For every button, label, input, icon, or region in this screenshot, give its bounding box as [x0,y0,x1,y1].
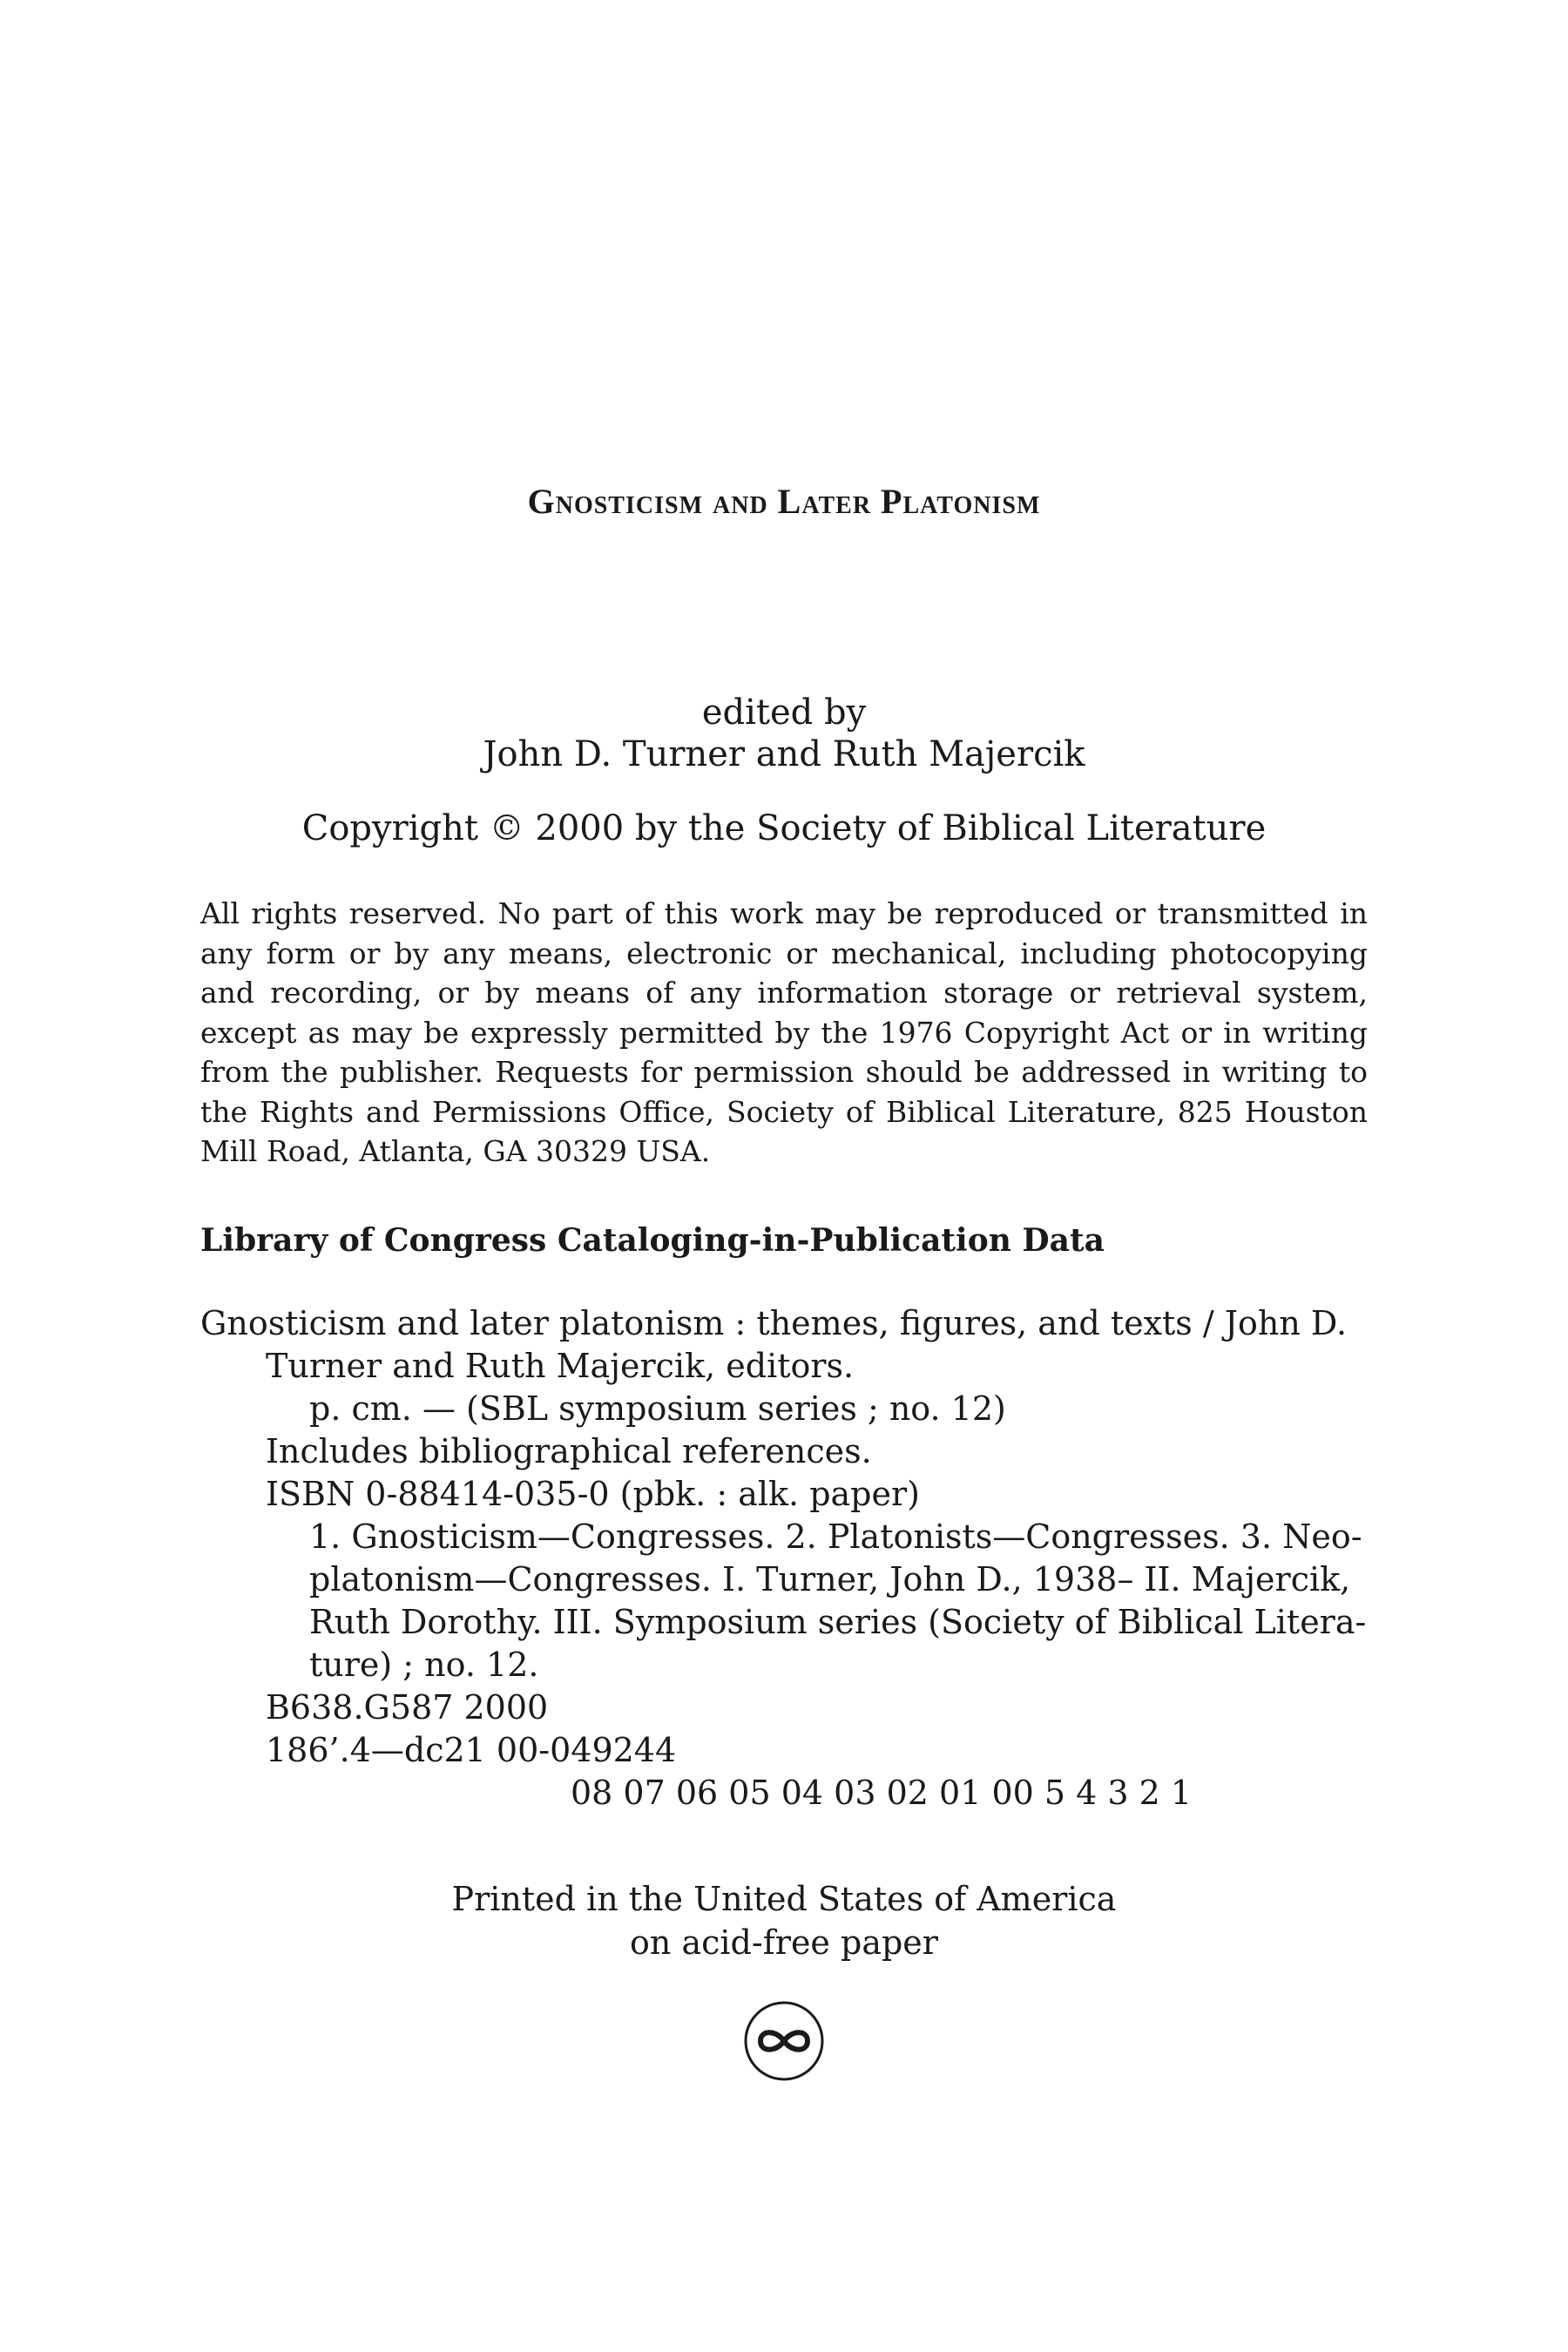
cip-entry-line-2: Turner and Ruth Majercik, editors. [266,1347,855,1385]
cip-subject-line: 1. Gnosticism—Congresses. 2. Platonists—Congresses. 3. Neo- [309,1517,1362,1556]
book-title: Gnosticism and Later Platonism [527,482,1041,521]
cip-series: p. cm. — (SBL symposium series ; no. 12) [309,1389,1006,1428]
rights-statement: All rights reserved. No part of this work may be reproduced or transmitted in any form or by any means, electronic or mechanical, including photocopying and recording, or by means of any information storage or retrieval system, except as may be expressly permitted by the 1976 Copyright Act or in writing from the publisher. Requests for permission should be addressed in writing to the Rights and Permissions Office, Society of Biblical Literature, 825 Houston Mill Road, Atlanta, GA 30329 USA. [200,896,1368,1168]
cip-notes: Includes bibliographical references. [266,1432,872,1470]
cip-subject-line: Ruth Dorothy. III. Symposium series (Society of Biblical Litera- [309,1603,1367,1641]
cip-lc-class: B638.G587 2000 [266,1688,549,1727]
cip-subject-line: platonism—Congresses. I. Turner, John D., 1938– II. Majercik, [309,1560,1351,1598]
copyright-notice: Copyright © 2000 by the Society of Biblical Literature [301,808,1267,848]
cip-entry-line-1: Gnosticism and later platonism : themes, figures, and texts / John D. [200,1304,1348,1342]
cip-printing-line: 08 07 06 05 04 03 02 01 00 5 4 3 2 1 [571,1774,1193,1812]
edited-by-label: edited by [701,693,867,733]
printed-notice [0,1877,1568,1964]
cip-data-block [200,1302,1368,1815]
cip-dewey: 186’.4—dc21 00-049244 [266,1731,677,1769]
editors: John D. Turner and Ruth Majercik [483,734,1085,774]
cip-subject-line: ture) ; no. 12. [309,1646,539,1684]
cip-isbn: ISBN 0-88414-035-0 (pbk. : alk. paper) [266,1475,920,1513]
cip-heading: Library of Congress Cataloging-in-Publication Data [200,1222,1105,1259]
printed-line-1: Printed in the United States of America [451,1880,1117,1918]
printed-line-2: on acid-free paper [630,1923,938,1962]
infinity-icon [743,2000,825,2082]
